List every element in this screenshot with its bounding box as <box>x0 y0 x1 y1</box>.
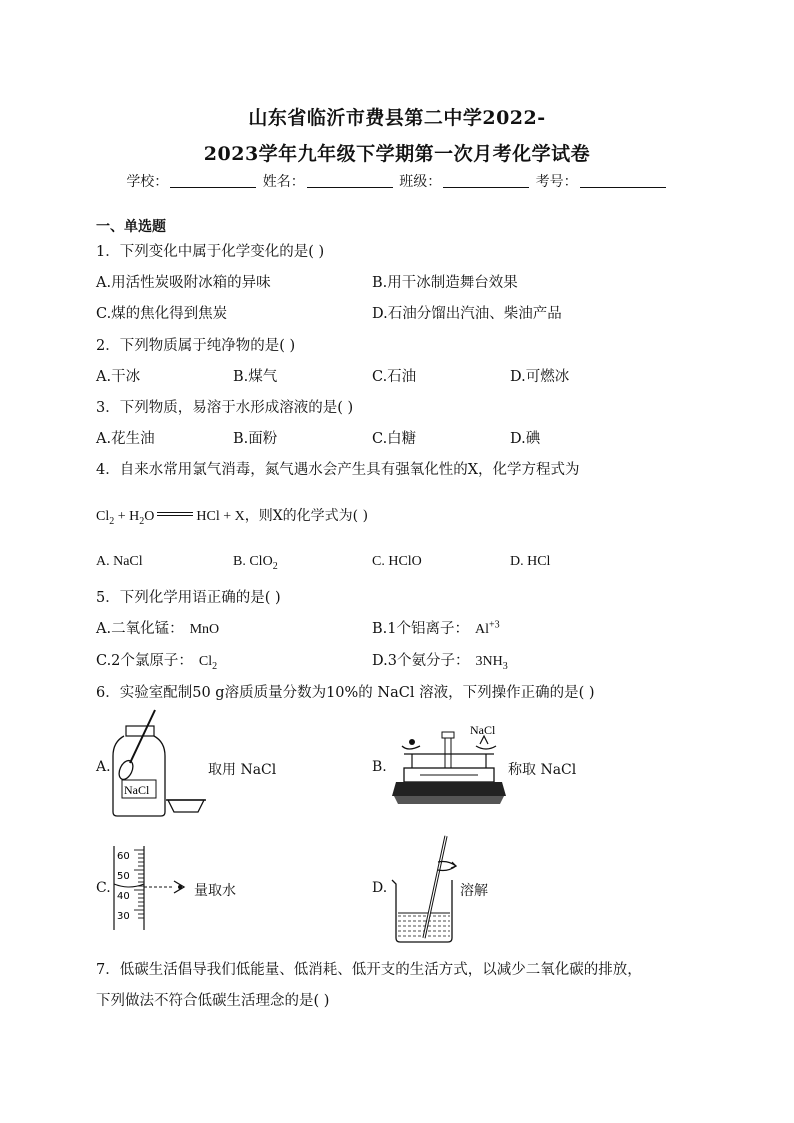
q3-option-c[interactable]: C.白糖 <box>372 431 417 447</box>
q6-option-b-letter[interactable]: B. <box>372 759 387 775</box>
q4-equation-text: ，则X的化学式为( ) <box>244 508 369 524</box>
q2-option-c[interactable]: C.石油 <box>372 369 417 385</box>
q2-option-a[interactable]: A.干冰 <box>96 369 141 385</box>
graduated-cylinder-figure <box>110 846 194 930</box>
student-info-row <box>0 171 794 191</box>
balance-label: NaCl <box>470 723 496 737</box>
cylinder-tick-60: 60 <box>117 851 130 862</box>
q2-option-b[interactable]: B.煤气 <box>233 369 278 385</box>
q6-option-b-text: 称取 NaCl <box>508 762 577 778</box>
q1-option-b[interactable]: B.用干冰制造舞台效果 <box>372 275 518 291</box>
balance-figure <box>390 720 506 812</box>
q4-option-d[interactable]: D. HCl <box>510 554 551 569</box>
q5-option-c[interactable] <box>96 649 217 672</box>
exam-title-line1: 山东省临沂市费县第二中学2022- <box>248 107 546 129</box>
exam-no-field[interactable] <box>580 173 666 188</box>
q6-option-d-text: 溶解 <box>460 883 488 899</box>
q5-option-a-label: A.二氧化锰： <box>96 621 184 637</box>
class-field[interactable] <box>443 173 529 188</box>
school-field[interactable] <box>170 173 256 188</box>
reagent-jar-figure <box>108 708 208 820</box>
q4-option-a[interactable]: A. NaCl <box>96 554 143 569</box>
q5-option-b[interactable] <box>372 617 500 638</box>
cylinder-tick-30: 30 <box>117 911 130 922</box>
q6-option-c-text: 量取水 <box>194 883 236 899</box>
q5-option-d-label: D.3个氨分子： <box>372 653 470 669</box>
q4-stem: 4．自来水常用氯气消毒，氮气遇水会产生具有强氧化性的X，化学方程式为 <box>96 462 580 478</box>
section-title: 一、单选题 <box>96 219 166 235</box>
q3-option-a[interactable]: A.花生油 <box>96 431 155 447</box>
q5-option-c-formula: $Cl_2$ <box>198 654 218 672</box>
q2-option-d[interactable]: D.可燃冰 <box>510 369 570 385</box>
q5-option-b-label: B.1个铝离子： <box>372 621 469 637</box>
q4-option-b[interactable]: B. ClO$_2$ <box>233 554 278 572</box>
q5-option-d[interactable] <box>372 649 508 672</box>
q5-option-d-formula: $3NH_3$ <box>475 654 508 672</box>
q5-option-b-formula: $Al^{+3}$ <box>475 619 500 637</box>
q3-option-b[interactable]: B.面粉 <box>233 431 278 447</box>
cylinder-tick-40: 40 <box>117 891 130 902</box>
q4-option-b-letter: B. <box>233 554 250 569</box>
q4-option-c[interactable]: C. HClO <box>372 554 422 569</box>
q5-option-a[interactable] <box>96 617 219 638</box>
q6-option-a-text: 取用 NaCl <box>208 762 277 778</box>
q5-option-c-label: C.2个氯原子： <box>96 653 193 669</box>
q6-option-d-letter[interactable]: D. <box>372 880 388 896</box>
jar-label: NaCl <box>124 783 150 797</box>
q5-option-a-formula: MnO <box>189 622 220 637</box>
exam-title-line2: 2023学年九年级下学期第一次月考化学试卷 <box>203 143 591 165</box>
q4-equation <box>96 505 368 527</box>
q7-stem-line2: 下列做法不符合低碳生活理念的是( ) <box>96 993 330 1009</box>
class-label: 班级： <box>399 174 442 190</box>
q3-stem: 3．下列物质，易溶于水形成溶液的是( ) <box>96 400 354 416</box>
name-field[interactable] <box>307 173 393 188</box>
beaker-figure <box>386 832 462 944</box>
q3-option-d[interactable]: D.碘 <box>510 431 541 447</box>
q2-stem: 2．下列物质属于纯净物的是( ) <box>96 338 296 354</box>
q7-stem-line1: 7．低碳生活倡导我们低能量、低消耗、低开支的生活方式，以减少二氧化碳的排放， <box>96 962 642 978</box>
q1-option-d[interactable]: D.石油分馏出汽油、柴油产品 <box>372 306 562 322</box>
q6-option-c-letter[interactable]: C. <box>96 880 111 896</box>
name-label: 姓名： <box>262 174 305 190</box>
school-label: 学校： <box>126 174 169 190</box>
q1-option-a[interactable]: A.用活性炭吸附冰箱的异味 <box>96 275 271 291</box>
exam-no-label: 考号： <box>535 174 578 190</box>
q5-stem: 5．下列化学用语正确的是( ) <box>96 590 281 606</box>
q6-stem: 6．实验室配制50 g溶质质量分数为10%的 NaCl 溶液，下列操作正确的是( ) <box>96 685 595 701</box>
chemical-equation: $Cl_2 + H_2O$ HCl + X <box>96 509 245 527</box>
q1-option-c[interactable]: C.煤的焦化得到焦炭 <box>96 306 228 322</box>
cylinder-tick-50: 50 <box>117 871 130 882</box>
q1-stem: 1．下列变化中属于化学变化的是( ) <box>96 244 325 260</box>
q6-option-a-letter[interactable]: A. <box>96 759 111 775</box>
